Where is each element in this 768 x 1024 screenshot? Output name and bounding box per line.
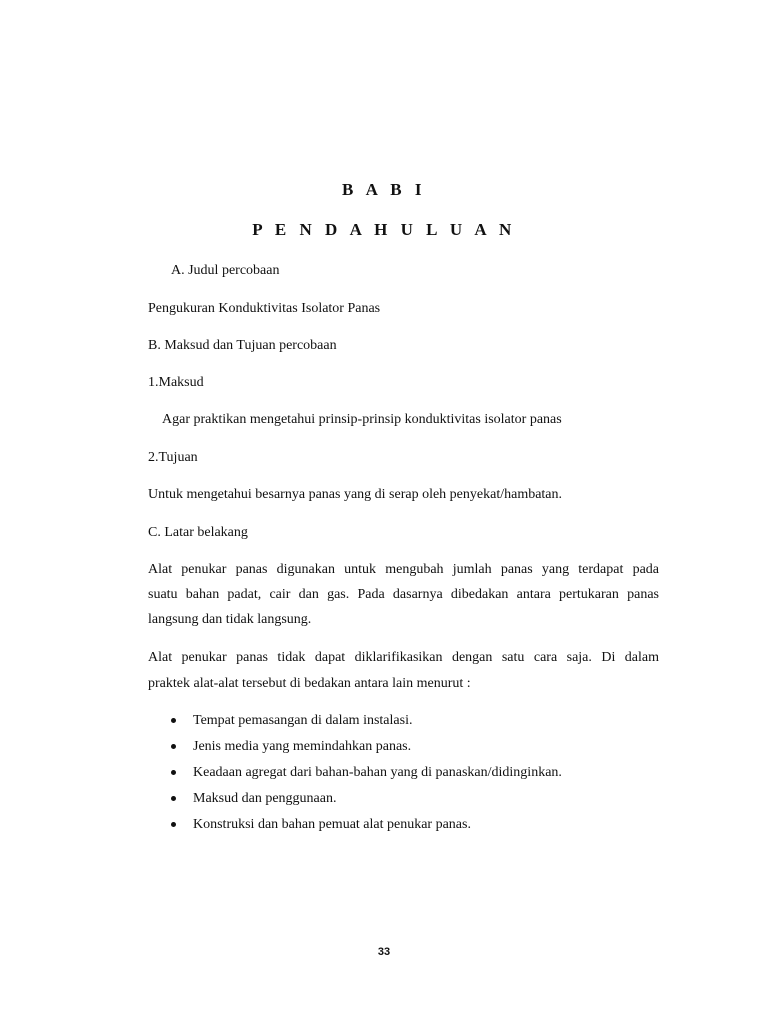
list-item-text: Maksud dan penggunaan. (193, 791, 337, 806)
paragraph-line: Alat penukar panas digunakan untuk mengubah jumlah panas yang terdapat pada (148, 562, 659, 577)
tujuan-heading: 2.Tujuan (148, 450, 198, 465)
tujuan-text: Untuk mengetahui besarnya panas yang di serap oleh penyekat/hambatan. (148, 487, 563, 502)
page-number: 33 (377, 946, 391, 958)
list-item-text: Jenis media yang memindahkan panas. (193, 739, 412, 754)
bullet-icon (171, 744, 176, 749)
paragraph-line: praktek alat-alat tersebut di bedakan antara lain menurut : (148, 676, 471, 691)
bullet-icon (171, 718, 176, 723)
bullet-icon (171, 822, 176, 827)
list-item-text: Konstruksi dan bahan pemuat alat penukar panas. (193, 817, 471, 832)
section-a-content: Pengukuran Konduktivitas Isolator Panas (148, 301, 381, 316)
list-item-text: Keadaan agregat dari bahan-bahan yang di panaskan/didinginkan. (193, 765, 562, 780)
bullet-icon (171, 770, 176, 775)
paragraph-line: Alat penukar panas tidak dapat diklarifikasikan dengan satu cara saja. Di dalam (148, 650, 659, 665)
maksud-heading: 1.Maksud (148, 375, 204, 390)
section-c-heading: C. Latar belakang (148, 525, 248, 540)
paragraph-line: suatu bahan padat, cair dan gas. Pada dasarnya dibedakan antara pertukaran panas (148, 587, 659, 602)
section-a-heading: A. Judul percobaan (171, 263, 280, 278)
maksud-text: Agar praktikan mengetahui prinsip-prinsip konduktivitas isolator panas (162, 412, 562, 427)
chapter-label: B A B I (342, 180, 426, 199)
list-item-text: Tempat pemasangan di dalam instalasi. (193, 713, 413, 728)
chapter-title: P E N D A H U L U A N (252, 220, 516, 239)
section-b-heading: B. Maksud dan Tujuan percobaan (148, 338, 337, 353)
bullet-icon (171, 796, 176, 801)
paragraph-line: langsung dan tidak langsung. (148, 612, 312, 627)
